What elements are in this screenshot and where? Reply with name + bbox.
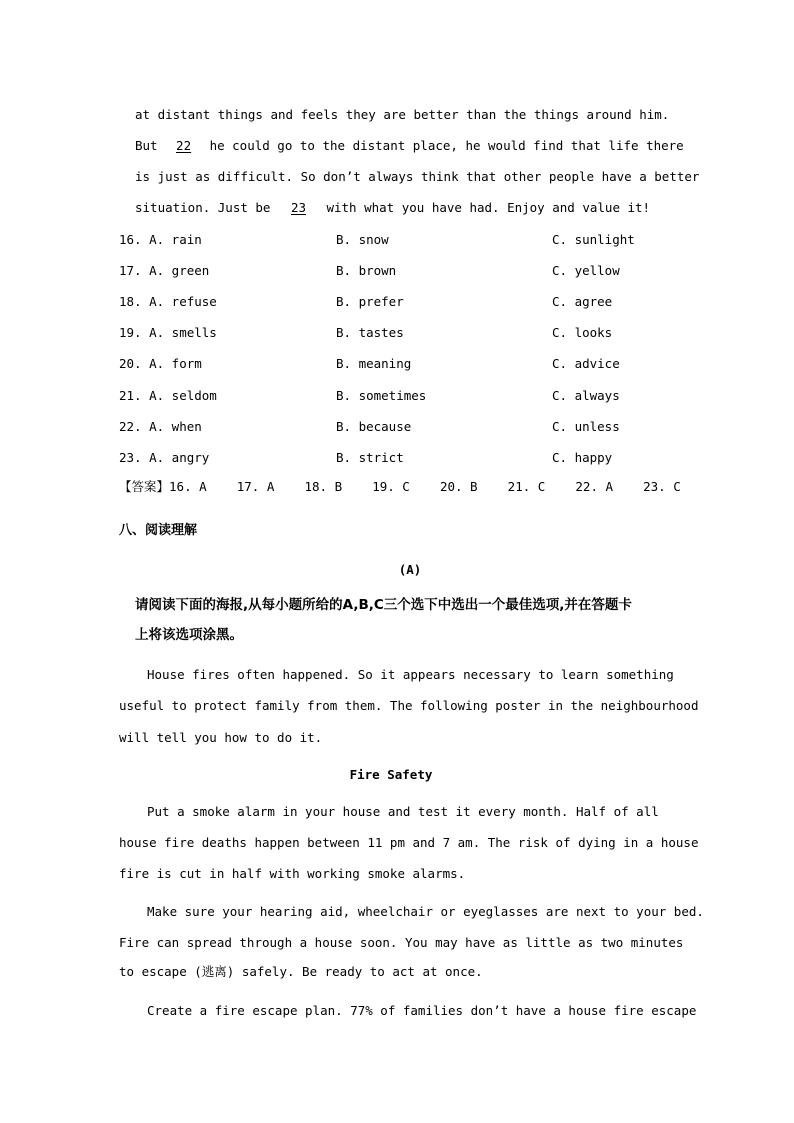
intro-line-3: will tell you how to do it. [119, 730, 323, 745]
part-label: (A) [398, 562, 422, 577]
answer-key [119, 479, 681, 495]
question-17-option-b: B. brown [336, 263, 397, 278]
passage-line-2-pre: But [135, 138, 158, 153]
question-19-option-b: B. tastes [336, 325, 404, 340]
passage-line-3: is just as difficult. So don’t always think that other people have a better [135, 169, 700, 184]
question-20-option-a: 20. A. form [119, 356, 202, 371]
poster-p1-line-1: Put a smoke alarm in your house and test it every month. Half of all [147, 804, 659, 819]
question-22-option-a: 22. A. when [119, 419, 202, 434]
blank-22: 22 [176, 138, 192, 153]
question-22-option-b: B. because [336, 419, 412, 434]
question-18-option-c: C. agree [552, 294, 613, 309]
poster-p1-line-3: fire is cut in half with working smoke alarms. [119, 866, 466, 881]
poster-title: Fire Safety [349, 767, 433, 782]
poster-p2-line-3: to escape (逃离) safely. Be ready to act at once. [119, 964, 483, 979]
question-21-option-b: B. sometimes [336, 388, 427, 403]
poster-p2-line-1: Make sure your hearing aid, wheelchair or eyeglasses are next to your bed. [147, 904, 704, 919]
poster-p1-line-2: house fire deaths happen between 11 pm and 7 am. The risk of dying in a house [119, 835, 699, 850]
passage-line-2-post: he could go to the distant place, he would find that life there [209, 138, 684, 153]
section-heading: 八、阅读理解 [119, 523, 198, 538]
question-22-option-c: C. unless [552, 419, 620, 434]
passage-line-1: at distant things and feels they are better than the things around him. [135, 107, 670, 122]
answer-text: 16. A 17. A 18. B 19. C 20. B 21. C 22. A 23. C [169, 479, 681, 494]
question-23-option-c: C. happy [552, 450, 613, 465]
passage-line-2 [135, 138, 684, 154]
intro-line-1: House fires often happened. So it appears necessary to learn something [147, 667, 674, 682]
question-16-option-b: B. snow [336, 232, 389, 247]
passage-line-4-pre: situation. Just be [135, 200, 271, 215]
question-21-option-a: 21. A. seldom [119, 388, 217, 403]
answer-tag: 【答案】 [119, 479, 170, 494]
instruction-line-1: 请阅读下面的海报,从每小题所给的A,B,C三个选下中选出一个最佳选项,并在答题卡 [135, 597, 632, 613]
question-18-option-b: B. prefer [336, 294, 404, 309]
poster-p3-line-1: Create a fire escape plan. 77% of families don’t have a house fire escape [147, 1003, 697, 1018]
question-23-option-a: 23. A. angry [119, 450, 210, 465]
poster-p2-line-2: Fire can spread through a house soon. You may have as little as two minutes [119, 935, 684, 950]
question-21-option-c: C. always [552, 388, 620, 403]
instruction-line-2: 上将该选项涂黑。 [135, 627, 243, 643]
question-20-option-b: B. meaning [336, 356, 412, 371]
intro-line-2: useful to protect family from them. The following poster in the neighbourhood [119, 698, 699, 713]
question-17-option-c: C. yellow [552, 263, 620, 278]
question-19-option-c: C. looks [552, 325, 613, 340]
passage-line-4 [135, 200, 650, 216]
question-16-option-a: 16. A. rain [119, 232, 202, 247]
question-20-option-c: C. advice [552, 356, 620, 371]
question-23-option-b: B. strict [336, 450, 404, 465]
blank-23: 23 [290, 200, 306, 215]
question-16-option-c: C. sunlight [552, 232, 635, 247]
question-18-option-a: 18. A. refuse [119, 294, 217, 309]
question-19-option-a: 19. A. smells [119, 325, 217, 340]
passage-line-4-post: with what you have had. Enjoy and value it! [326, 200, 651, 215]
question-17-option-a: 17. A. green [119, 263, 210, 278]
